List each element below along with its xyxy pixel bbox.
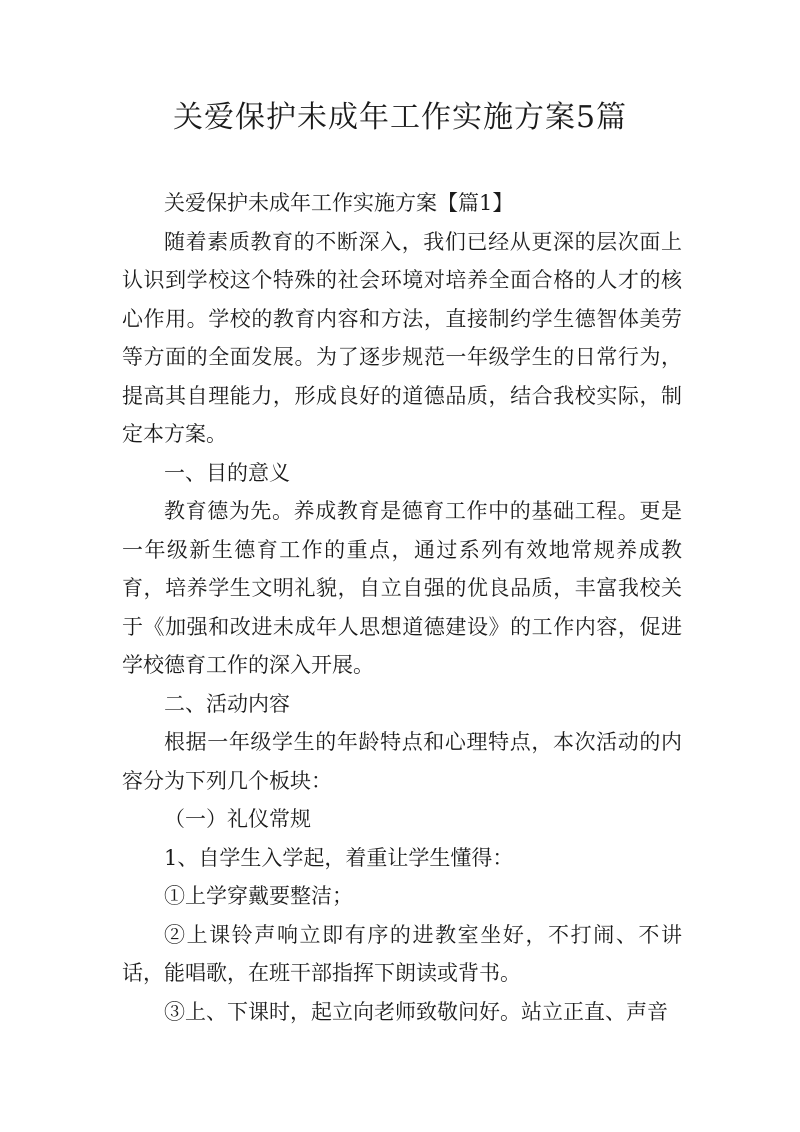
document-title: 关爱保护未成年工作实施方案5篇 <box>172 100 628 135</box>
paragraph: 教育德为先。养成教育是德育工作中的基础工程。更是一年级新生德育工作的重点，通过系列有效地常规养成教育，培养学生文明礼貌，自立自强的优良品质，丰富我校关于《加强和改进未成年人思想道德建设》的工作内容，促进学校德育工作的深入开展。 <box>122 499 682 677</box>
paragraph: 随着素质教育的不断深入，我们已经从更深的层次面上认识到学校这个特殊的社会环境对培养全面合格的人才的核心作用。学校的教育内容和方法，直接制约学生德智体美劳等方面的全面发展。为了逐步规范一年级学生的日常行为，提高其自理能力，形成良好的道德品质，结合我校实际，制定本方案。 <box>122 229 682 446</box>
section-heading: 关爱保护未成年工作实施方案【篇1】 <box>164 191 514 215</box>
paragraph: 根据一年级学生的年龄特点和心理特点，本次活动的内容分为下列几个板块： <box>122 730 682 793</box>
section-heading: 一、目的意义 <box>164 460 290 485</box>
list-item: 1、自学生入学起，着重让学生懂得： <box>164 845 514 870</box>
list-item: ①上学穿戴要整洁； <box>164 884 353 908</box>
document-body <box>122 184 682 1031</box>
subsection-heading: （一）礼仪常规 <box>164 807 311 831</box>
section-heading: 二、活动内容 <box>164 691 290 716</box>
list-item: ②上课铃声响立即有序的进教室坐好，不打闹、不讲话，能唱歌，在班干部指挥下朗读或背书。 <box>122 922 682 985</box>
list-item: ③上、下课时，起立向老师致敬问好。站立正直、声音 <box>164 999 668 1024</box>
